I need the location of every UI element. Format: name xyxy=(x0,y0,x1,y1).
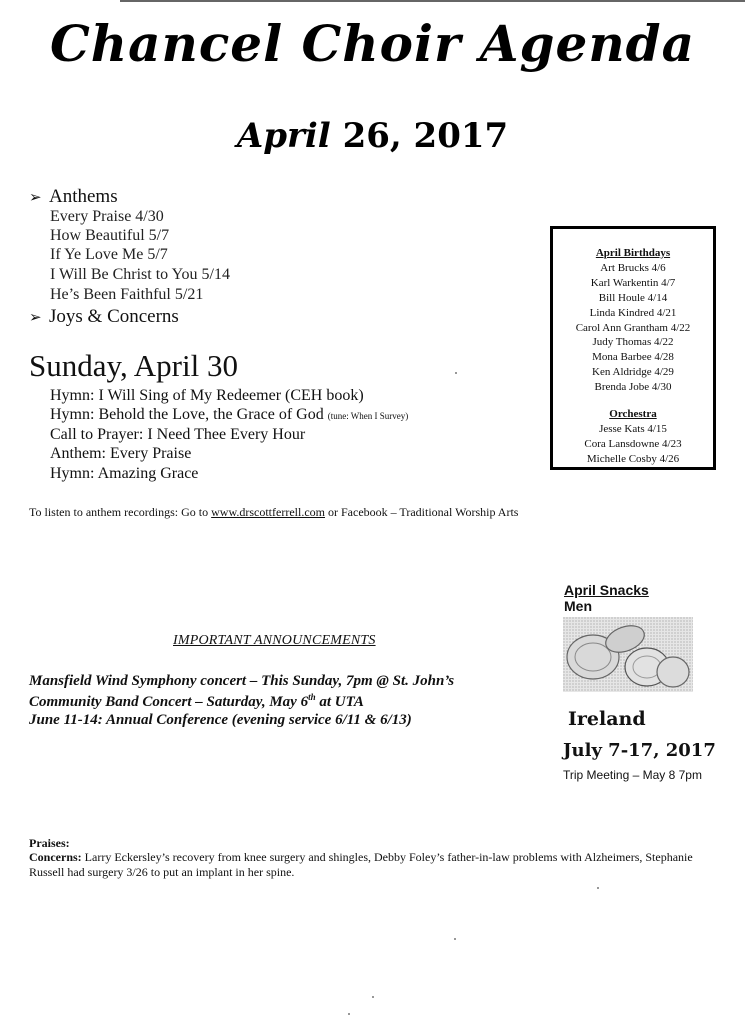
ordinal-suffix: th xyxy=(308,692,316,702)
top-rule xyxy=(120,0,745,2)
announcement-line: Mansfield Wind Symphony concert – This Sunday, 7pm @ St. John’s xyxy=(29,673,455,689)
announcement-line xyxy=(29,692,364,711)
joys-label: Joys & Concerns xyxy=(49,306,179,327)
orchestra-item: Jesse Kats 4/15 xyxy=(599,422,667,435)
page-title: Chancel Choir Agenda xyxy=(49,14,696,73)
anthem-item: Every Praise 4/30 xyxy=(50,208,164,225)
snacks-block xyxy=(564,582,649,614)
birthday-item: Bill Houle 4/14 xyxy=(598,291,668,304)
birthday-item: Judy Thomas 4/22 xyxy=(592,336,674,349)
anthem-item: He’s Been Faithful 5/21 xyxy=(50,286,204,303)
listen-suffix: or Facebook – Traditional Worship Arts xyxy=(325,505,519,519)
orchestra-item: Cora Lansdowne 4/23 xyxy=(584,437,682,450)
birthday-item: Brenda Jobe 4/30 xyxy=(594,381,672,394)
concerns-text: Larry Eckersley’s recovery from knee surgery and shingles, Debby Foley’s father-in-law problems with Alzheimers, Stephanie Russell had surgery 3/26 to put an implant in her spine. xyxy=(29,850,693,879)
anthem-item: I Will Be Christ to You 5/14 xyxy=(50,266,230,283)
arrow-bullet-icon: ➢ xyxy=(29,310,42,326)
box-gap xyxy=(553,395,713,407)
listen-link[interactable]: www.drscottferrell.com xyxy=(211,505,325,519)
scan-speck xyxy=(455,372,457,374)
announcements-heading: IMPORTANT ANNOUNCEMENTS xyxy=(173,633,376,648)
snacks-who: Men xyxy=(564,598,592,614)
birthdays-box xyxy=(550,226,716,470)
orchestra-item: Michelle Cosby 4/26 xyxy=(586,452,680,465)
cookies-image xyxy=(563,617,693,692)
birthday-item: Carol Ann Grantham 4/22 xyxy=(575,321,691,334)
sunday-heading: Sunday, April 30 xyxy=(29,348,238,383)
listen-note xyxy=(29,505,529,519)
agenda-date xyxy=(0,116,745,156)
concerns-label: Concerns: xyxy=(29,850,82,864)
birthday-item: Mona Barbee 4/28 xyxy=(592,351,674,364)
concerns-paragraph xyxy=(29,850,699,880)
date-rest: 26, 2017 xyxy=(342,116,509,156)
birthday-item: Art Brucks 4/6 xyxy=(600,261,666,274)
arrow-bullet-icon: ➢ xyxy=(29,190,42,206)
announcement-text: at UTA xyxy=(315,694,364,710)
birthday-item: Ken Aldridge 4/29 xyxy=(592,366,674,379)
service-line: Anthem: Every Praise xyxy=(50,445,192,462)
scan-speck xyxy=(348,1013,350,1015)
anthem-item: How Beautiful 5/7 xyxy=(50,227,170,244)
scan-speck xyxy=(597,887,599,889)
service-line: Call to Prayer: I Need Thee Every Hour xyxy=(50,426,306,443)
date-month: April xyxy=(236,116,331,156)
joys-heading xyxy=(29,306,179,328)
snacks-title: April Snacks xyxy=(564,582,649,598)
service-line: Hymn: Amazing Grace xyxy=(50,465,199,482)
trip-meeting: Trip Meeting – May 8 7pm xyxy=(563,768,702,782)
trip-title: Ireland xyxy=(568,708,646,730)
service-line-text: Hymn: Behold the Love, the Grace of God xyxy=(50,406,324,423)
birthday-item: Linda Kindred 4/21 xyxy=(589,306,677,319)
anthems-heading xyxy=(29,186,118,208)
birthday-item: Karl Warkentin 4/7 xyxy=(590,276,676,289)
birthdays-heading: April Birthdays xyxy=(595,247,671,259)
service-line xyxy=(50,406,408,424)
anthem-item: If Ye Love Me 5/7 xyxy=(50,246,168,263)
orchestra-heading: Orchestra xyxy=(609,408,657,421)
praises-label: Praises: xyxy=(29,836,70,850)
trip-dates: July 7-17, 2017 xyxy=(563,740,716,761)
announcement-text: Community Band Concert – Saturday, May 6 xyxy=(29,694,309,710)
service-line: Hymn: I Will Sing of My Redeemer (CEH book) xyxy=(50,387,364,404)
anthems-label: Anthems xyxy=(49,186,118,207)
scan-speck xyxy=(372,996,374,998)
listen-prefix: To listen to anthem recordings: Go to xyxy=(29,505,212,519)
scan-speck xyxy=(454,938,456,940)
announcement-line: June 11-14: Annual Conference (evening service 6/11 & 6/13) xyxy=(29,712,412,728)
tune-note: (tune: When I Survey) xyxy=(327,411,409,421)
